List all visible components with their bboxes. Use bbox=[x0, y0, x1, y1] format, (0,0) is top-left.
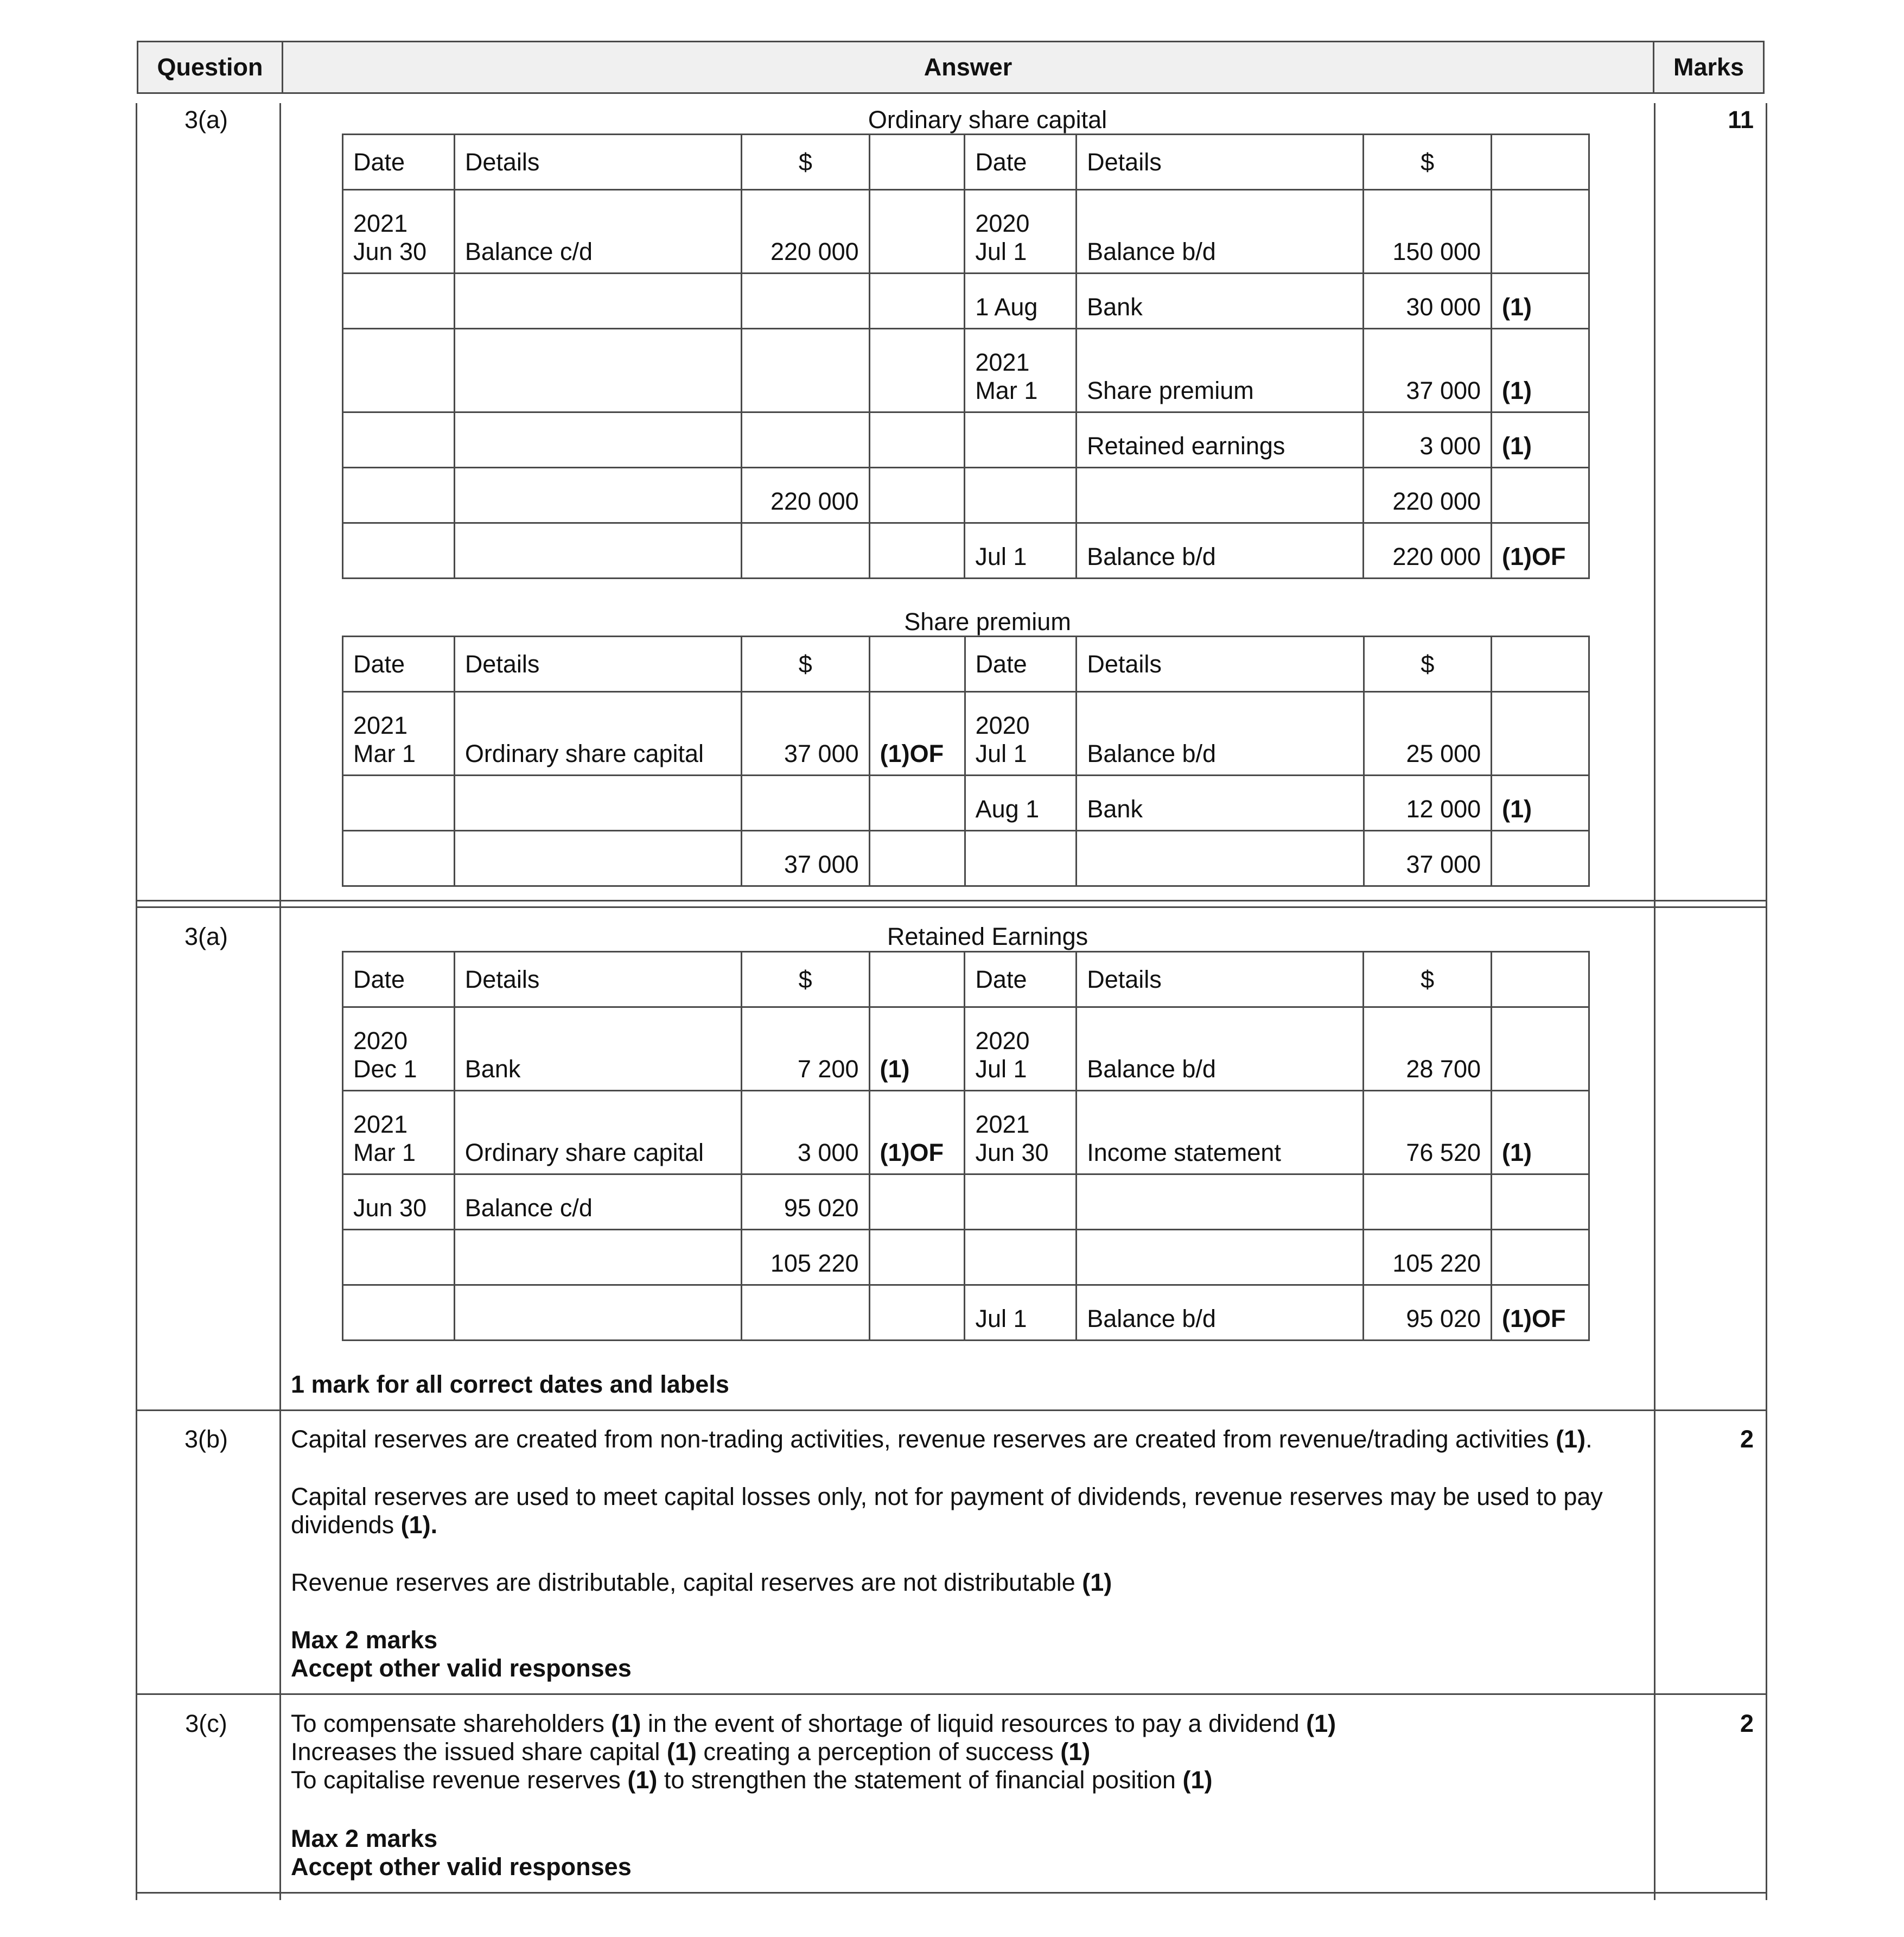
marks-header-label: Marks bbox=[1673, 53, 1744, 81]
ledger-cell-credit-amount bbox=[1364, 190, 1492, 274]
ledger-text: Balance b/d bbox=[1087, 1055, 1216, 1083]
ledger-cell-credit-amount bbox=[1364, 831, 1492, 886]
ledger-text: (1)OF bbox=[1502, 543, 1566, 570]
ledger-cell-debit-date bbox=[343, 412, 455, 468]
ledger-cell-credit-date bbox=[965, 692, 1077, 776]
marks-value: 11 bbox=[1728, 106, 1754, 134]
ledger-cell-credit-date bbox=[965, 776, 1077, 831]
ledger-text: 105 220 bbox=[770, 1249, 859, 1277]
ledger-header-row bbox=[343, 135, 1589, 190]
ledger-text: 12 000 bbox=[1406, 795, 1481, 823]
ledger-cell-credit-date bbox=[965, 412, 1077, 468]
ledger-row bbox=[343, 468, 1589, 523]
ledger-cell-debit-mark bbox=[869, 274, 965, 329]
ledger-cell-credit-mark bbox=[1492, 274, 1589, 329]
ledger-header-cell: Date bbox=[343, 952, 455, 1007]
ledger-text: Bank bbox=[464, 1055, 521, 1083]
ledger-header-cell bbox=[1492, 952, 1589, 1007]
ledger-text: Balance b/d bbox=[1087, 543, 1216, 570]
ledger-title-ordinary-share-capital: Ordinary share capital bbox=[868, 106, 1107, 134]
mark-indicator: (1) bbox=[611, 1710, 641, 1737]
ledger-cell-debit-details bbox=[454, 692, 741, 776]
ledger-cell-credit-details bbox=[1077, 1007, 1364, 1091]
ledger-text: Jul 1 bbox=[975, 238, 1027, 265]
ledger-retained-earnings bbox=[342, 951, 1590, 1341]
max-marks-note bbox=[291, 1825, 632, 1881]
ledger-text: (1) bbox=[1502, 293, 1532, 321]
ledger-text: (1) bbox=[1502, 1139, 1532, 1166]
mark-indicator: (1) bbox=[1182, 1766, 1213, 1794]
ledger-cell-debit-date bbox=[343, 1285, 455, 1341]
ledger-title-retained-earnings: Retained Earnings bbox=[887, 923, 1088, 950]
answer-paragraph-2 bbox=[291, 1483, 1642, 1539]
ledger-text: Balance b/d bbox=[1087, 740, 1217, 767]
ledger-text: Balance c/d bbox=[464, 238, 593, 265]
ledger-header-cell: Date bbox=[965, 637, 1077, 692]
ledger-text: Mar 1 bbox=[353, 740, 416, 767]
ledger-row bbox=[343, 329, 1589, 412]
ledger-cell-debit-mark bbox=[869, 1007, 965, 1091]
question-number: 3(a) bbox=[184, 923, 228, 950]
ledger-cell-credit-details bbox=[1077, 1091, 1364, 1174]
mark-indicator: (1) bbox=[1306, 1710, 1336, 1737]
ledger-row bbox=[343, 274, 1589, 329]
mark-indicator: (1) bbox=[1082, 1568, 1112, 1596]
ledger-cell-debit-amount bbox=[741, 1091, 869, 1174]
row-divider-2 bbox=[136, 1409, 1767, 1411]
ledger-cell-debit-amount bbox=[741, 692, 869, 776]
ledger-cell-credit-details bbox=[1077, 523, 1364, 579]
ledger-text: 2021 bbox=[353, 1110, 408, 1138]
marks-value: 2 bbox=[1740, 1710, 1754, 1737]
answer-line-1 bbox=[291, 1710, 1642, 1738]
ledger-text: Balance c/d bbox=[464, 1194, 593, 1222]
ledger-cell-credit-details bbox=[1077, 329, 1364, 412]
ledger-cell-debit-mark bbox=[869, 1285, 965, 1341]
ledger-cell-credit-amount bbox=[1364, 412, 1492, 468]
answer-line-2 bbox=[291, 1738, 1642, 1766]
question-header-label: Question bbox=[157, 53, 263, 81]
ledger-cell-debit-amount bbox=[741, 1007, 869, 1091]
ledger-text: Jul 1 bbox=[975, 543, 1027, 570]
ledger-cell-debit-amount bbox=[741, 190, 869, 274]
ledger-text: 95 020 bbox=[1406, 1305, 1481, 1332]
ledger-cell-credit-date bbox=[965, 1091, 1077, 1174]
max-marks-text: Max 2 marks bbox=[291, 1825, 438, 1852]
ledger-cell-debit-amount bbox=[741, 1174, 869, 1230]
ledger-cell-credit-date bbox=[965, 523, 1077, 579]
ledger-header-cell: $ bbox=[741, 952, 869, 1007]
grid-col-divider-1 bbox=[279, 103, 281, 1900]
ledger-cell-credit-date bbox=[965, 831, 1077, 886]
ledger-header-row bbox=[343, 637, 1589, 692]
ledger-cell-credit-mark bbox=[1492, 1230, 1589, 1285]
ledger-cell-credit-details bbox=[1077, 1230, 1364, 1285]
ledger-cell-debit-details bbox=[454, 523, 741, 579]
ledger-cell-debit-amount bbox=[741, 1230, 869, 1285]
ledger-header-cell bbox=[1492, 135, 1589, 190]
ledger-row bbox=[343, 1174, 1589, 1230]
ledger-cell-debit-date bbox=[343, 1007, 455, 1091]
ledger-header-cell bbox=[1492, 637, 1589, 692]
ledger-text: Jun 30 bbox=[353, 1194, 427, 1222]
ledger-text: 2021 bbox=[353, 209, 408, 237]
ledger-text: Ordinary share capital bbox=[464, 1139, 704, 1166]
answer-text: creating a perception of success bbox=[703, 1738, 1054, 1765]
ledger-cell-debit-details bbox=[454, 1230, 741, 1285]
ledger-cell-credit-mark bbox=[1492, 190, 1589, 274]
ledger-cell-credit-amount bbox=[1364, 468, 1492, 523]
ledger-text: (1) bbox=[1502, 432, 1532, 460]
ledger-share-premium bbox=[342, 636, 1590, 887]
ledger-cell-debit-amount bbox=[741, 468, 869, 523]
ledger-text: Ordinary share capital bbox=[464, 740, 704, 767]
ledger-text: 7 200 bbox=[797, 1055, 859, 1083]
ledger-cell-debit-details bbox=[454, 1174, 741, 1230]
ledger-cell-credit-details bbox=[1077, 1174, 1364, 1230]
ledger-cell-credit-date bbox=[965, 1285, 1077, 1341]
ledger-cell-debit-date bbox=[343, 468, 455, 523]
ledger-text: Jun 30 bbox=[353, 238, 427, 265]
ledger-row bbox=[343, 776, 1589, 831]
ledger-text: (1) bbox=[1502, 377, 1532, 404]
ledger-cell-credit-amount bbox=[1364, 1174, 1492, 1230]
ledger-cell-debit-details bbox=[454, 1091, 741, 1174]
row-divider-1b bbox=[136, 906, 1767, 908]
ledger-cell-debit-date bbox=[343, 1091, 455, 1174]
ledger-cell-debit-details bbox=[454, 831, 741, 886]
ledger-cell-credit-mark bbox=[1492, 523, 1589, 579]
ledger-cell-debit-amount bbox=[741, 412, 869, 468]
ledger-header-cell: Details bbox=[454, 637, 741, 692]
ledger-cell-credit-mark bbox=[1492, 1091, 1589, 1174]
ledger-cell-credit-details bbox=[1077, 776, 1364, 831]
ledger-cell-debit-details bbox=[454, 274, 741, 329]
ledger-cell-credit-date bbox=[965, 1230, 1077, 1285]
ledger-cell-debit-mark bbox=[869, 412, 965, 468]
answer-text: Capital reserves are used to meet capital losses only, not for payment of dividends, revenue reserves may be used to pay bbox=[291, 1483, 1603, 1510]
ledger-cell-debit-amount bbox=[741, 274, 869, 329]
ledger-cell-credit-mark bbox=[1492, 692, 1589, 776]
ledger-text: Jun 30 bbox=[975, 1139, 1049, 1166]
answer-paragraph-1: Capital reserves are created from non-trading activities, revenue reserves are created from revenue/trading activities (1). bbox=[291, 1425, 1593, 1453]
ledger-text: Jul 1 bbox=[975, 1055, 1027, 1083]
ledger-cell-credit-amount bbox=[1364, 1230, 1492, 1285]
answer-text: Increases the issued share capital bbox=[291, 1738, 660, 1765]
mark-indicator: (1) bbox=[1060, 1738, 1091, 1765]
ledger-cell-debit-amount bbox=[741, 776, 869, 831]
answer-list bbox=[291, 1710, 1642, 1794]
ledger-row bbox=[343, 1091, 1589, 1174]
ledger-cell-credit-amount bbox=[1364, 1285, 1492, 1341]
ledger-ordinary-share-capital bbox=[342, 134, 1590, 579]
ledger-text: Income statement bbox=[1087, 1139, 1281, 1166]
question-number: 3(b) bbox=[184, 1425, 228, 1453]
ledger-text: 220 000 bbox=[1392, 543, 1481, 570]
ledger-text: 37 000 bbox=[784, 850, 859, 878]
ledger-row bbox=[343, 1007, 1589, 1091]
ledger-cell-credit-date bbox=[965, 1174, 1077, 1230]
ledger-cell-debit-details bbox=[454, 1007, 741, 1091]
row-divider-1a bbox=[136, 900, 1767, 901]
ledger-text: 30 000 bbox=[1406, 293, 1481, 321]
ledger-cell-debit-date bbox=[343, 1174, 455, 1230]
ledger-cell-credit-mark bbox=[1492, 1174, 1589, 1230]
ledger-header-cell: $ bbox=[741, 135, 869, 190]
ledger-cell-debit-mark bbox=[869, 190, 965, 274]
ledger-text: Share premium bbox=[1087, 377, 1254, 404]
ledger-row bbox=[343, 692, 1589, 776]
ledger-text: 220 000 bbox=[770, 487, 859, 515]
ledger-header-cell: Details bbox=[1077, 135, 1364, 190]
ledger-row bbox=[343, 190, 1589, 274]
ledger-header-cell: Date bbox=[343, 135, 455, 190]
ledger-text: 220 000 bbox=[770, 238, 859, 265]
answer-line-3 bbox=[291, 1766, 1642, 1794]
ledger-cell-debit-amount bbox=[741, 329, 869, 412]
ledger-header-cell: Date bbox=[965, 952, 1077, 1007]
ledger-row bbox=[343, 831, 1589, 886]
answer-paragraph-3 bbox=[291, 1568, 1642, 1597]
answer-header-label: Answer bbox=[924, 53, 1013, 81]
mark-indicator: (1). bbox=[400, 1511, 438, 1539]
ledger-header-cell: Details bbox=[454, 952, 741, 1007]
max-marks-note bbox=[291, 1626, 632, 1682]
ledger-text: 150 000 bbox=[1392, 238, 1481, 265]
ledger-cell-debit-date bbox=[343, 274, 455, 329]
marking-note: 1 mark for all correct dates and labels bbox=[291, 1370, 729, 1398]
ledger-text: (1) bbox=[1502, 795, 1532, 823]
ledger-cell-debit-details bbox=[454, 190, 741, 274]
question-header bbox=[137, 41, 283, 94]
ledger-cell-debit-mark bbox=[869, 776, 965, 831]
ledger-cell-debit-date bbox=[343, 776, 455, 831]
ledger-text: Dec 1 bbox=[353, 1055, 417, 1083]
ledger-cell-credit-amount bbox=[1364, 1091, 1492, 1174]
ledger-text: 37 000 bbox=[1406, 850, 1481, 878]
ledger-cell-credit-amount bbox=[1364, 1007, 1492, 1091]
ledger-text: 105 220 bbox=[1392, 1249, 1481, 1277]
ledger-cell-debit-date bbox=[343, 692, 455, 776]
ledger-cell-debit-mark bbox=[869, 692, 965, 776]
ledger-cell-credit-mark bbox=[1492, 831, 1589, 886]
ledger-cell-credit-amount bbox=[1364, 776, 1492, 831]
ledger-cell-credit-details bbox=[1077, 274, 1364, 329]
mark-indicator: (1) bbox=[666, 1738, 697, 1765]
ledger-text: 1 Aug bbox=[975, 293, 1038, 321]
answer-text: to strengthen the statement of financial position bbox=[664, 1766, 1176, 1794]
answer-text: dividends bbox=[291, 1511, 394, 1539]
ledger-text: 3 000 bbox=[797, 1139, 859, 1166]
ledger-cell-debit-details bbox=[454, 468, 741, 523]
ledger-header-cell: Date bbox=[965, 135, 1077, 190]
ledger-cell-credit-details bbox=[1077, 190, 1364, 274]
ledger-text: Mar 1 bbox=[975, 377, 1038, 404]
ledger-cell-debit-date bbox=[343, 1230, 455, 1285]
ledger-cell-debit-amount bbox=[741, 523, 869, 579]
ledger-cell-debit-details bbox=[454, 776, 741, 831]
ledger-header-cell: Details bbox=[1077, 637, 1364, 692]
ledger-text: (1)OF bbox=[880, 740, 944, 767]
ledger-cell-credit-details bbox=[1077, 412, 1364, 468]
ledger-cell-credit-amount bbox=[1364, 523, 1492, 579]
ledger-cell-credit-mark bbox=[1492, 329, 1589, 412]
ledger-cell-debit-date bbox=[343, 523, 455, 579]
ledger-header-cell: $ bbox=[1364, 135, 1492, 190]
ledger-text: 2020 bbox=[353, 1027, 408, 1055]
ledger-cell-debit-amount bbox=[741, 1285, 869, 1341]
ledger-cell-debit-mark bbox=[869, 523, 965, 579]
ledger-title-share-premium: Share premium bbox=[904, 608, 1071, 636]
ledger-text: 2021 bbox=[975, 348, 1030, 376]
answer-text: To capitalise revenue reserves bbox=[291, 1766, 621, 1794]
marks-value: 2 bbox=[1740, 1425, 1754, 1453]
row-divider-3 bbox=[136, 1693, 1767, 1695]
ledger-cell-credit-mark bbox=[1492, 776, 1589, 831]
ledger-text: Jul 1 bbox=[975, 1305, 1027, 1332]
ledger-cell-debit-date bbox=[343, 190, 455, 274]
ledger-text: 2021 bbox=[975, 1110, 1030, 1138]
ledger-cell-credit-mark bbox=[1492, 468, 1589, 523]
ledger-text: Balance b/d bbox=[1087, 1305, 1216, 1332]
ledger-text: Bank bbox=[1087, 795, 1143, 823]
ledger-text: 95 020 bbox=[784, 1194, 859, 1222]
ledger-cell-credit-details bbox=[1077, 692, 1364, 776]
ledger-cell-credit-date bbox=[965, 1007, 1077, 1091]
answer-text: Capital reserves are created from non-trading activities, revenue reserves are created from revenue/trading activities bbox=[291, 1425, 1549, 1453]
ledger-header-cell: $ bbox=[741, 637, 869, 692]
ledger-cell-credit-amount bbox=[1364, 692, 1492, 776]
ledger-cell-credit-mark bbox=[1492, 412, 1589, 468]
ledger-cell-credit-mark bbox=[1492, 1285, 1589, 1341]
ledger-cell-debit-details bbox=[454, 1285, 741, 1341]
accept-responses-text: Accept other valid responses bbox=[291, 1654, 632, 1682]
ledger-text: (1)OF bbox=[1502, 1305, 1566, 1332]
ledger-cell-debit-mark bbox=[869, 1230, 965, 1285]
ledger-cell-debit-details bbox=[454, 329, 741, 412]
ledger-text: 3 000 bbox=[1419, 432, 1481, 460]
ledger-cell-credit-details bbox=[1077, 468, 1364, 523]
ledger-text: Aug 1 bbox=[975, 795, 1040, 823]
mark-indicator: (1) bbox=[1556, 1425, 1586, 1453]
ledger-text: (1)OF bbox=[880, 1139, 944, 1166]
ledger-text: Jul 1 bbox=[975, 740, 1027, 767]
ledger-cell-credit-date bbox=[965, 468, 1077, 523]
ledger-cell-debit-details bbox=[454, 412, 741, 468]
ledger-text: 76 520 bbox=[1406, 1139, 1481, 1166]
ledger-row bbox=[343, 523, 1589, 579]
ledger-cell-credit-date bbox=[965, 274, 1077, 329]
ledger-text: 220 000 bbox=[1392, 487, 1481, 515]
ledger-text: 2021 bbox=[353, 712, 408, 739]
ledger-text: 25 000 bbox=[1406, 740, 1481, 767]
ledger-text: Mar 1 bbox=[353, 1139, 416, 1166]
accept-responses-text: Accept other valid responses bbox=[291, 1853, 632, 1881]
ledger-cell-credit-date bbox=[965, 190, 1077, 274]
ledger-header-cell bbox=[869, 135, 965, 190]
ledger-text: 28 700 bbox=[1406, 1055, 1481, 1083]
question-number: 3(a) bbox=[184, 106, 228, 134]
ledger-cell-credit-date bbox=[965, 329, 1077, 412]
ledger-row bbox=[343, 1230, 1589, 1285]
ledger-cell-debit-amount bbox=[741, 831, 869, 886]
ledger-cell-debit-date bbox=[343, 831, 455, 886]
ledger-text: Bank bbox=[1087, 293, 1143, 321]
max-marks-text: Max 2 marks bbox=[291, 1626, 438, 1654]
ledger-header-cell: Date bbox=[343, 637, 455, 692]
ledger-cell-credit-amount bbox=[1364, 329, 1492, 412]
ledger-text: Retained earnings bbox=[1087, 432, 1285, 460]
grid-right-border bbox=[1766, 103, 1767, 1900]
ledger-cell-debit-mark bbox=[869, 468, 965, 523]
answer-text: To compensate shareholders bbox=[291, 1710, 604, 1737]
ledger-cell-debit-mark bbox=[869, 1174, 965, 1230]
ledger-text: 2020 bbox=[975, 712, 1030, 739]
ledger-text: Balance b/d bbox=[1087, 238, 1216, 265]
grid-left-border bbox=[136, 103, 137, 1900]
question-number: 3(c) bbox=[185, 1710, 227, 1737]
ledger-header-row bbox=[343, 952, 1589, 1007]
answer-text: Revenue reserves are distributable, capital reserves are not distributable bbox=[291, 1568, 1075, 1596]
ledger-header-cell: Details bbox=[1077, 952, 1364, 1007]
ledger-cell-credit-details bbox=[1077, 1285, 1364, 1341]
answer-text: in the event of shortage of liquid resources to pay a dividend bbox=[647, 1710, 1300, 1737]
ledger-text: 37 000 bbox=[1406, 377, 1481, 404]
ledger-row bbox=[343, 1285, 1589, 1341]
ledger-cell-debit-mark bbox=[869, 831, 965, 886]
ledger-cell-debit-date bbox=[343, 329, 455, 412]
ledger-text: (1) bbox=[880, 1055, 910, 1083]
ledger-text: 2020 bbox=[975, 1027, 1030, 1055]
grid-bottom-border bbox=[136, 1892, 1767, 1894]
ledger-cell-debit-mark bbox=[869, 329, 965, 412]
ledger-text: 37 000 bbox=[784, 740, 859, 767]
mark-indicator: (1) bbox=[627, 1766, 658, 1794]
ledger-header-cell: $ bbox=[1364, 952, 1492, 1007]
ledger-row bbox=[343, 412, 1589, 468]
ledger-header-cell bbox=[869, 637, 965, 692]
answer-header bbox=[282, 41, 1654, 94]
ledger-cell-credit-details bbox=[1077, 831, 1364, 886]
ledger-cell-credit-mark bbox=[1492, 1007, 1589, 1091]
ledger-cell-credit-amount bbox=[1364, 274, 1492, 329]
ledger-header-cell: $ bbox=[1364, 637, 1492, 692]
ledger-header-cell: Details bbox=[454, 135, 741, 190]
grid-col-divider-2 bbox=[1654, 103, 1655, 1900]
marks-header bbox=[1653, 41, 1765, 94]
ledger-cell-debit-mark bbox=[869, 1091, 965, 1174]
ledger-text: 2020 bbox=[975, 209, 1030, 237]
ledger-header-cell bbox=[869, 952, 965, 1007]
